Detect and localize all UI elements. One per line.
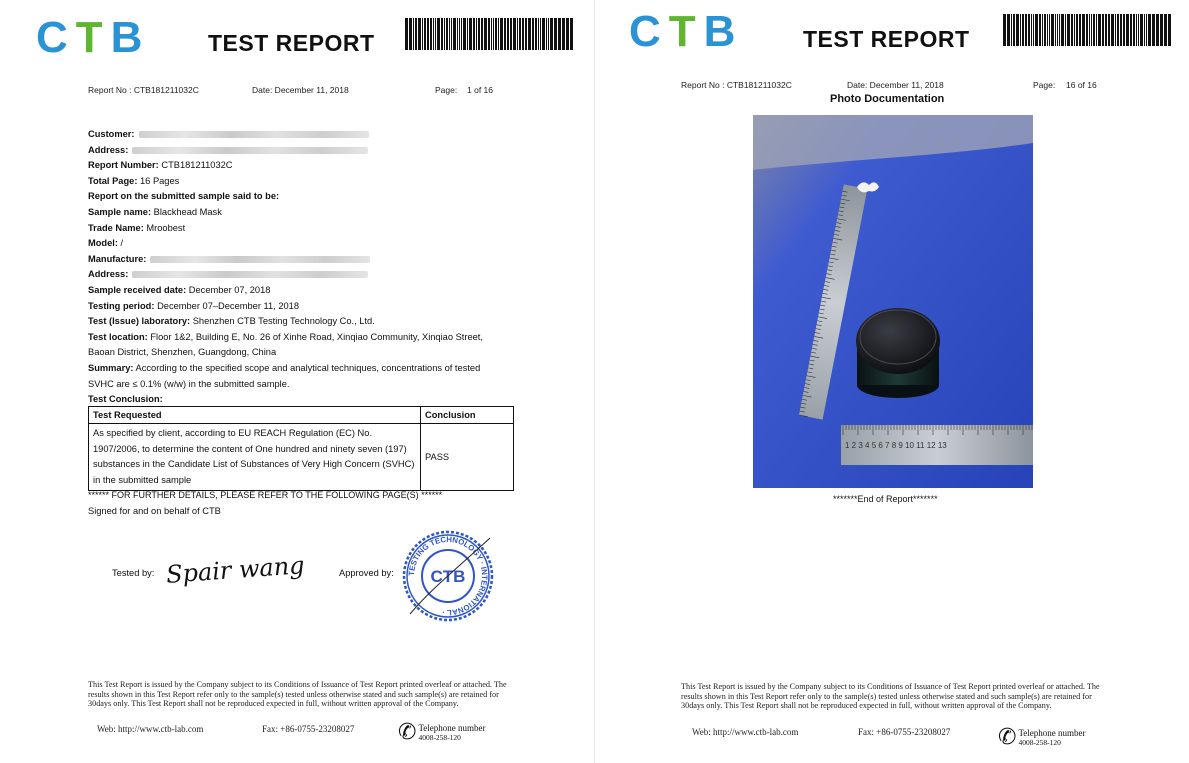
logo-letter-t: T bbox=[668, 7, 698, 56]
period-row bbox=[88, 299, 508, 315]
lab-label: Test (Issue) laboratory: bbox=[88, 316, 191, 327]
location-value: Floor 1&2, Building E, No. 26 of Xinhe Road, Xinqiao Community, Xinqiao Street, Baoan District, Shenzhen, Guangdong, China bbox=[88, 331, 483, 358]
disclaimer: This Test Report is issued by the Company subject to its Conditions of Issuance of Test Report printed overleaf or attached. The results shown in this Test Report refer only to the sample(s) tested unless otherwise stated and such sample(s) are retained for 30days only. This Test Report shall not be reproduced expected in full, without written approval of the Company. bbox=[88, 680, 507, 709]
end-of-report: *******End of Report******* bbox=[833, 494, 938, 504]
barcode bbox=[1003, 14, 1175, 46]
approval-stamp bbox=[400, 530, 496, 622]
customer-row bbox=[88, 127, 508, 143]
telephone-block bbox=[998, 727, 1086, 749]
report-number-value: CTB181211032C bbox=[161, 160, 233, 171]
lab-value: Shenzhen CTB Testing Technology Co., Ltd. bbox=[192, 316, 375, 327]
phone-icon: ✆ bbox=[398, 720, 417, 745]
further-details-note: ****** FOR FURTHER DETAILS, PLEASE REFER TO THE FOLLOWING PAGE(S) ****** bbox=[88, 490, 443, 500]
sample-photo bbox=[753, 115, 1033, 488]
model-row bbox=[88, 236, 508, 252]
lab-row bbox=[88, 314, 508, 330]
summary-label: Summary: bbox=[88, 362, 134, 373]
table-header-row bbox=[89, 407, 514, 424]
test-requested-cell: As specified by client, according to EU REACH Regulation (EC) No. 1907/2006, to determine the content of One hundred and ninety seven (197) substances in the Candidate List of Substances of Very High Concern (SVHC) in the submitted sample bbox=[89, 424, 421, 491]
conclusion-table bbox=[88, 406, 514, 491]
col-test-requested: Test Requested bbox=[89, 407, 421, 424]
telephone-number: 4008-258-120 bbox=[418, 733, 461, 742]
report-date: Date: December 11, 2018 bbox=[252, 85, 349, 95]
address2-row bbox=[88, 267, 508, 283]
total-page-row bbox=[88, 174, 508, 190]
summary-row bbox=[88, 361, 508, 392]
redacted-address bbox=[132, 147, 368, 154]
sample-name-row bbox=[88, 205, 508, 221]
report-date: Date: December 11, 2018 bbox=[847, 80, 944, 90]
total-page-value: 16 Pages bbox=[140, 175, 180, 186]
address2-label: Address: bbox=[88, 269, 129, 280]
approved-by-label: Approved by: bbox=[339, 568, 394, 578]
signed-note: Signed for and on behalf of CTB bbox=[88, 506, 221, 516]
conclusion-cell: PASS bbox=[421, 424, 514, 491]
svg-text:1 2 3 4 5 6 7 8 9 10: 1 2 3 4 5 6 7 8 9 10 11 12 13 bbox=[845, 441, 947, 450]
submitted-row bbox=[88, 189, 508, 205]
conclusion-label: Test Conclusion: bbox=[88, 394, 163, 405]
telephone-number: 4008-258-120 bbox=[1018, 738, 1061, 747]
telephone-text bbox=[1018, 728, 1085, 748]
fax-number: Fax: +86-0755-23208027 bbox=[858, 727, 951, 737]
redacted-address2 bbox=[132, 271, 368, 278]
location-label: Test location: bbox=[88, 331, 148, 342]
trade-name-value: Mroobest bbox=[146, 222, 186, 233]
customer-label: Customer: bbox=[88, 129, 135, 139]
report-number: Report No : CTB181211032C bbox=[88, 85, 199, 95]
redacted-manufacture bbox=[150, 256, 370, 263]
logo-letter-t: T bbox=[75, 13, 105, 62]
location-row bbox=[88, 330, 508, 361]
stamp-center-text: CTB bbox=[430, 567, 466, 586]
summary-value: According to the specified scope and analytical techniques, concentrations of tested SVHC are ≤ 0.1% (w/w) in the submitted sample. bbox=[88, 362, 481, 389]
stamp-ring-text: TESTING TECHNOLOGY · INTERNATIONAL · bbox=[406, 534, 490, 618]
disclaimer: This Test Report is issued by the Company subject to its Conditions of Issuance of Test Report printed overleaf or attached. The results shown in this Test Report refer only to the sample(s) tested unless otherwise stated and such sample(s) are retained for 30days only. This Test Report shall not be reproduced expected in full, without written approval of the Company. bbox=[681, 682, 1100, 711]
barcode bbox=[405, 18, 577, 50]
sample-name-value: Blackhead Mask bbox=[153, 206, 222, 217]
telephone-text bbox=[418, 723, 485, 743]
report-fields bbox=[88, 127, 508, 408]
period-label: Testing period: bbox=[88, 300, 155, 311]
sample-name-label: Sample name: bbox=[88, 206, 152, 217]
telephone-label: Telephone number bbox=[418, 723, 486, 733]
received-row bbox=[88, 283, 508, 299]
logo-letter-c: C bbox=[629, 7, 663, 56]
received-value: December 07, 2018 bbox=[188, 284, 271, 295]
page-title: TEST REPORT bbox=[803, 26, 970, 52]
telephone-label: Telephone number bbox=[1018, 728, 1086, 738]
ctb-logo bbox=[36, 13, 145, 62]
col-conclusion: Conclusion bbox=[421, 407, 514, 424]
trade-name-row bbox=[88, 221, 508, 237]
page-label: Page: bbox=[435, 85, 458, 95]
report-number: Report No : CTB181211032C bbox=[681, 80, 792, 90]
address-row bbox=[88, 143, 508, 159]
period-value: December 07–December 11, 2018 bbox=[157, 300, 300, 311]
tested-by-label: Tested by: bbox=[112, 568, 155, 578]
page-number: 16 of 16 bbox=[1066, 80, 1097, 90]
page-title: TEST REPORT bbox=[208, 30, 375, 56]
report-number-label: Report Number: bbox=[88, 160, 159, 171]
fax-number: Fax: +86-0755-23208027 bbox=[262, 724, 355, 734]
web-address: Web: http://www.ctb-lab.com bbox=[692, 727, 799, 737]
web-address: Web: http://www.ctb-lab.com bbox=[97, 724, 204, 734]
table-row bbox=[89, 424, 514, 491]
redacted-customer bbox=[139, 131, 369, 138]
report-page-1 bbox=[0, 0, 594, 763]
logo-letter-b: B bbox=[703, 7, 738, 56]
phone-icon: ✆ bbox=[998, 725, 1017, 750]
model-value: / bbox=[120, 238, 124, 249]
report-number-row bbox=[88, 158, 508, 174]
received-label: Sample received date: bbox=[88, 284, 187, 295]
logo-letter-c: C bbox=[36, 13, 70, 62]
model-label: Model: bbox=[88, 238, 118, 249]
total-page-label: Total Page: bbox=[88, 175, 138, 186]
tester-signature: Spair wang bbox=[165, 551, 306, 589]
report-page-16 bbox=[594, 0, 1189, 763]
address-label: Address: bbox=[88, 144, 129, 155]
page-label: Page: bbox=[1033, 80, 1056, 90]
manufacture-label: Manufacture: bbox=[88, 253, 147, 264]
manufacture-row bbox=[88, 252, 508, 268]
photo-documentation-title: Photo Documentation bbox=[830, 93, 945, 105]
submitted-label: Report on the submitted sample said to be: bbox=[88, 191, 280, 202]
ctb-logo bbox=[629, 7, 738, 56]
trade-name-label: Trade Name: bbox=[88, 222, 144, 233]
telephone-block bbox=[398, 722, 486, 744]
logo-letter-b: B bbox=[110, 13, 145, 62]
page-number: 1 of 16 bbox=[467, 85, 493, 95]
